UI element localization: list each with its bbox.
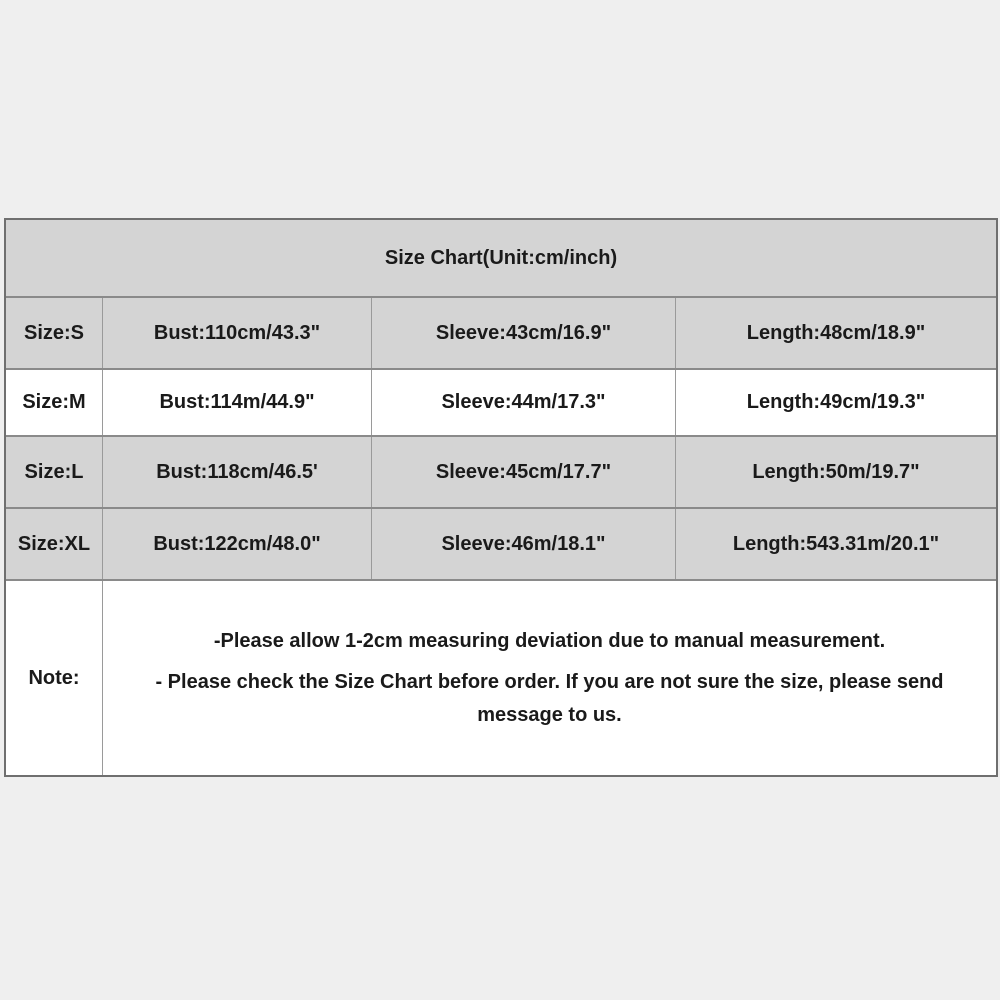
length-cell: Length:543.31m/20.1": [732, 532, 940, 555]
note-line-check-chart: - Please check the Size Chart before order. If you are not sure the size, please send message to us.: [155, 670, 944, 726]
size-cell: Size:S: [6, 298, 103, 368]
bust-cell: Bust:110cm/43.3": [103, 298, 372, 368]
sleeve-cell: Sleeve:45cm/17.7": [372, 437, 676, 507]
sleeve-cell: Sleeve:46m/18.1": [372, 509, 676, 579]
table-row-size-m: [6, 370, 996, 437]
size-cell: Size:L: [6, 437, 103, 507]
note-row: [6, 581, 996, 775]
note-label: Note:: [6, 581, 103, 775]
size-cell: Size:M: [6, 370, 103, 435]
note-line-deviation: -Please allow 1-2cm measuring deviation due to manual measurement.: [213, 629, 886, 652]
length-cell: Length:50m/19.7": [752, 460, 920, 483]
chart-title: Size Chart(Unit:cm/inch): [6, 220, 996, 298]
note-body: [103, 581, 996, 775]
length-cell: Length:49cm/19.3": [746, 391, 926, 413]
bust-cell: Bust:122cm/48.0": [103, 509, 372, 579]
table-row-size-s: [6, 298, 996, 370]
bust-cell: Bust:114m/44.9": [103, 370, 372, 435]
sleeve-cell: Sleeve:44m/17.3": [372, 370, 676, 435]
size-chart-table: [4, 218, 998, 777]
table-row-size-xl: [6, 509, 996, 581]
bust-cell: Bust:118cm/46.5': [103, 437, 372, 507]
length-cell: Length:48cm/18.9": [746, 321, 926, 344]
table-row-size-l: [6, 437, 996, 509]
size-cell: Size:XL: [6, 509, 103, 579]
sleeve-cell: Sleeve:43cm/16.9": [372, 298, 676, 368]
